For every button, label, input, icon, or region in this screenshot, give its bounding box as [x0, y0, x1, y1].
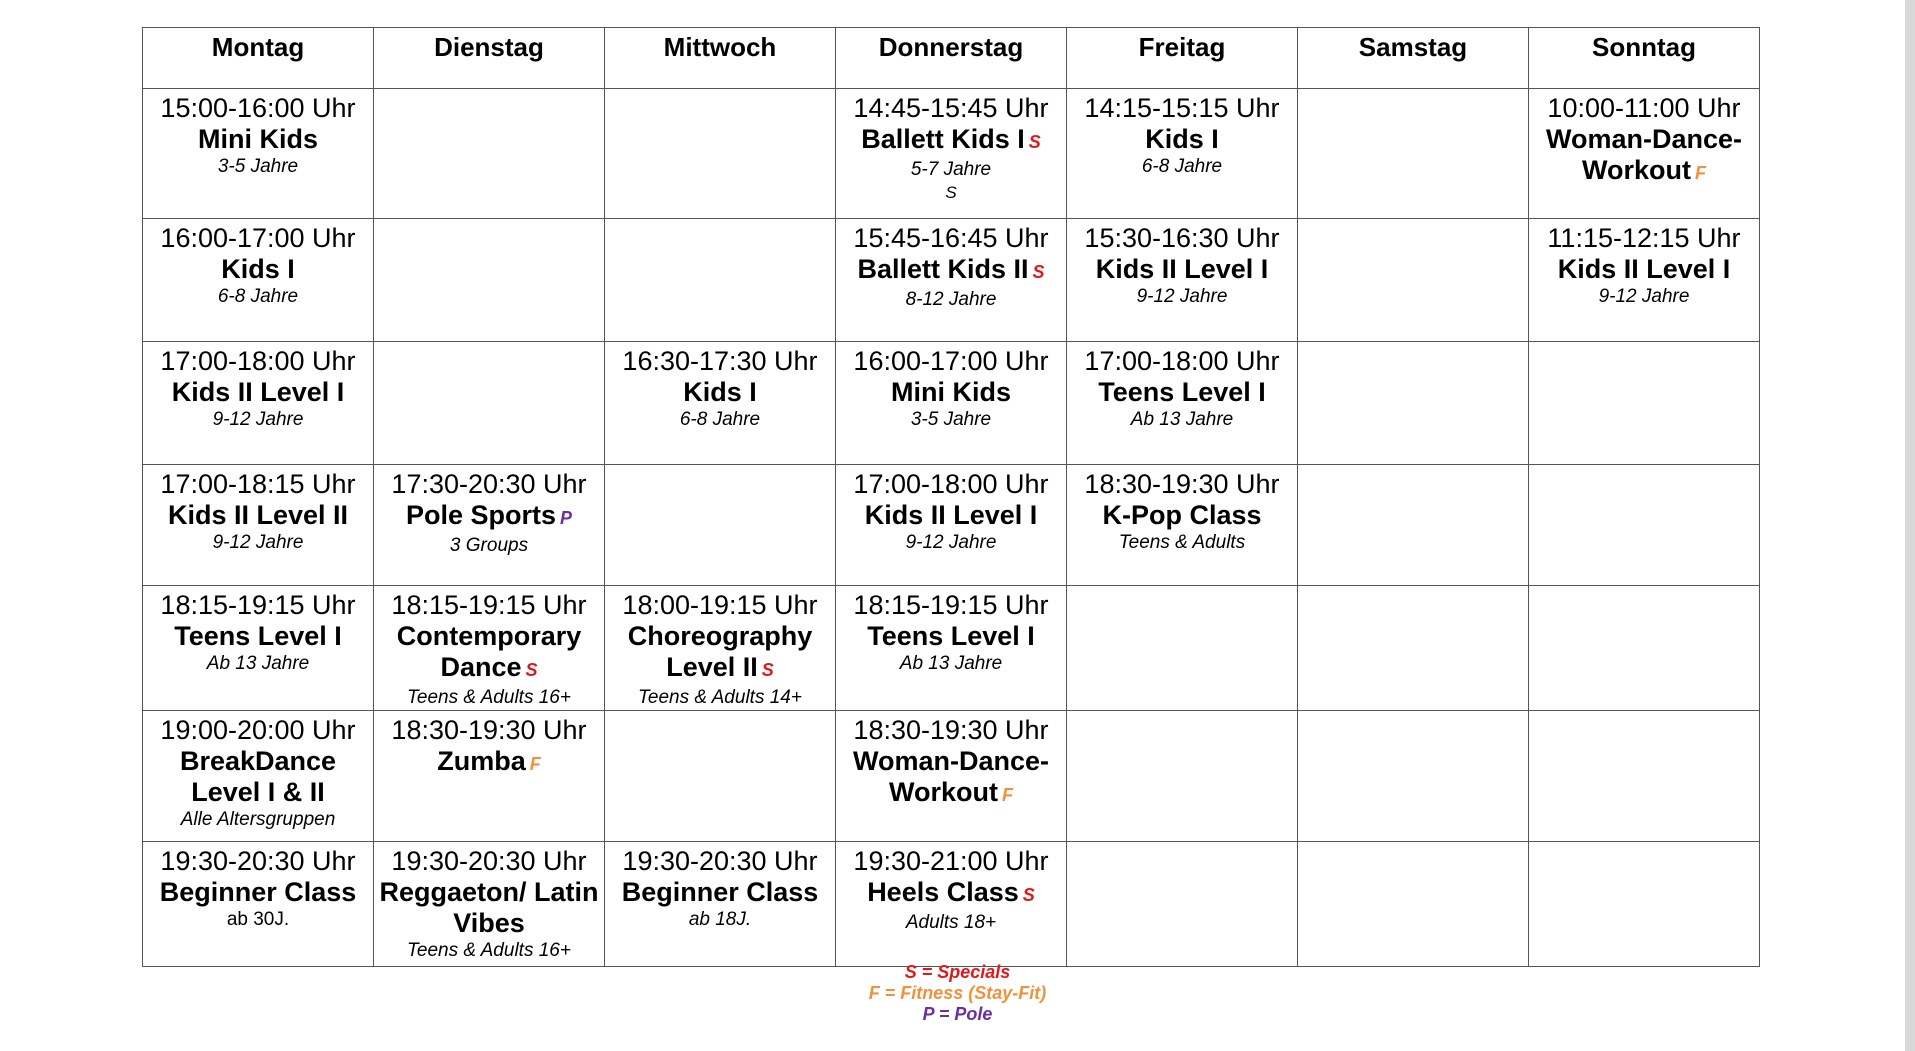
- category-tag: F: [1002, 785, 1013, 805]
- class-cell: [836, 465, 1067, 586]
- class-name-text: Heels Class: [867, 877, 1019, 907]
- class-time: 19:30-21:00 Uhr: [853, 846, 1049, 876]
- empty-cell: [605, 711, 836, 842]
- legend-item: S = Specials: [904, 962, 1011, 982]
- class-name-text: Kids II Level I: [864, 500, 1038, 530]
- class-audience: 6-8 Jahre: [1141, 156, 1223, 177]
- schedule-row: [143, 586, 1760, 711]
- class-name: [374, 500, 604, 534]
- empty-cell: [605, 219, 836, 342]
- class-cell: [605, 342, 836, 465]
- empty-cell: [1298, 465, 1529, 586]
- class-cell: [374, 586, 605, 711]
- empty-cell: [605, 89, 836, 219]
- class-name: [605, 877, 835, 908]
- category-tag: P: [560, 508, 573, 528]
- schedule-row: [143, 219, 1760, 342]
- class-time: 18:30-19:30 Uhr: [391, 715, 587, 745]
- class-name-text: Mini Kids: [891, 377, 1011, 407]
- class-time: 15:30-16:30 Uhr: [1084, 223, 1280, 253]
- class-name-text: Mini Kids: [198, 124, 318, 154]
- class-name-text: Woman-Dance-Workout: [1545, 124, 1743, 185]
- class-cell: [1529, 89, 1760, 219]
- class-name: [143, 124, 373, 155]
- class-name-text: Ballett Kids I: [861, 124, 1025, 154]
- class-name: [374, 877, 604, 939]
- class-name-text: Kids II Level I: [171, 377, 345, 407]
- class-name-text: Kids II Level I: [1095, 254, 1269, 284]
- category-tag: S: [1032, 262, 1045, 282]
- class-name-text: Choreography Level II: [627, 621, 813, 682]
- class-cell: [143, 842, 374, 967]
- class-cell: [1067, 219, 1298, 342]
- class-cell: [374, 465, 605, 586]
- class-time: 18:15-19:15 Uhr: [160, 590, 356, 620]
- class-audience: Teens & Adults 16+: [407, 940, 571, 961]
- legend-item: P = Pole: [922, 1004, 993, 1024]
- class-name-text: Pole Sports: [405, 500, 556, 530]
- day-header: Donnerstag: [836, 28, 1067, 89]
- class-time: 17:00-18:00 Uhr: [853, 469, 1049, 499]
- class-name: [374, 621, 604, 686]
- class-name: [143, 877, 373, 908]
- empty-cell: [1298, 219, 1529, 342]
- class-time: 11:15-12:15 Uhr: [1547, 223, 1741, 253]
- class-time: 17:00-18:00 Uhr: [160, 346, 356, 376]
- class-time: 17:00-18:00 Uhr: [1084, 346, 1280, 376]
- class-name: [1067, 254, 1297, 285]
- class-audience: 6-8 Jahre: [217, 286, 299, 307]
- class-audience: Teens & Adults: [1118, 532, 1246, 553]
- class-cell: [605, 586, 836, 711]
- class-cell: [1067, 465, 1298, 586]
- window-edge: [1905, 0, 1915, 1051]
- class-time: 18:15-19:15 Uhr: [391, 590, 587, 620]
- class-audience: 9-12 Jahre: [1598, 286, 1690, 307]
- class-audience: Ab 13 Jahre: [206, 653, 310, 674]
- class-audience: 5-7 Jahre: [910, 159, 992, 180]
- class-name: [605, 377, 835, 408]
- class-name: [836, 877, 1066, 911]
- class-cell: [374, 711, 605, 842]
- class-name: [836, 621, 1066, 652]
- class-name: [836, 500, 1066, 531]
- class-time: 16:00-17:00 Uhr: [160, 223, 356, 253]
- class-cell: [143, 89, 374, 219]
- class-audience: Alle Altersgruppen: [180, 809, 336, 830]
- category-tag: S: [525, 660, 538, 680]
- legend: [0, 962, 1915, 1025]
- class-cell: [143, 586, 374, 711]
- class-name: [143, 621, 373, 652]
- class-name-text: Beginner Class: [159, 877, 357, 907]
- class-name-text: Zumba: [437, 746, 526, 776]
- day-header: Sonntag: [1529, 28, 1760, 89]
- schedule-row: [143, 711, 1760, 842]
- class-name-text: K-Pop Class: [1102, 500, 1262, 530]
- class-name: [836, 124, 1066, 158]
- class-audience: 3-5 Jahre: [217, 156, 299, 177]
- category-tag: S: [761, 660, 774, 680]
- day-header: Montag: [143, 28, 374, 89]
- class-time: 18:00-19:15 Uhr: [622, 590, 818, 620]
- class-time: 14:45-15:45 Uhr: [853, 93, 1049, 123]
- class-cell: [836, 711, 1067, 842]
- class-audience: 8-12 Jahre: [905, 289, 997, 310]
- empty-cell: [1298, 586, 1529, 711]
- class-name-text: Kids I: [1145, 124, 1219, 154]
- class-time: 19:30-20:30 Uhr: [391, 846, 587, 876]
- class-name: [143, 254, 373, 285]
- schedule-row: [143, 842, 1760, 967]
- class-audience: Adults 18+: [905, 912, 997, 933]
- class-audience: ab 18J.: [688, 909, 752, 930]
- class-cell: [1067, 342, 1298, 465]
- class-name-text: Ballett Kids II: [857, 254, 1029, 284]
- empty-cell: [374, 219, 605, 342]
- class-time: 16:00-17:00 Uhr: [853, 346, 1049, 376]
- category-tag: S: [1022, 885, 1035, 905]
- class-name-text: Teens Level I: [1098, 377, 1266, 407]
- class-name: [374, 746, 604, 780]
- empty-cell: [1529, 465, 1760, 586]
- schedule-body: [143, 89, 1760, 967]
- empty-cell: [1529, 711, 1760, 842]
- schedule-row: [143, 89, 1760, 219]
- class-cell: [605, 842, 836, 967]
- class-name: [1529, 254, 1759, 285]
- class-time: 14:15-15:15 Uhr: [1084, 93, 1280, 123]
- class-time: 18:15-19:15 Uhr: [853, 590, 1049, 620]
- class-name-text: BreakDance Level I & II: [179, 746, 337, 807]
- class-name: [836, 746, 1066, 811]
- schedule-table: [142, 27, 1760, 967]
- class-time: 17:30-20:30 Uhr: [391, 469, 587, 499]
- class-cell: [836, 842, 1067, 967]
- class-audience: 9-12 Jahre: [905, 532, 997, 553]
- class-time: 19:30-20:30 Uhr: [622, 846, 818, 876]
- class-time: 15:45-16:45 Uhr: [853, 223, 1049, 253]
- empty-cell: [1298, 342, 1529, 465]
- class-time: 19:00-20:00 Uhr: [160, 715, 356, 745]
- class-name-text: Kids I: [221, 254, 295, 284]
- empty-cell: [374, 342, 605, 465]
- class-audience: Ab 13 Jahre: [1130, 409, 1234, 430]
- schedule-row: [143, 342, 1760, 465]
- class-name: [1067, 377, 1297, 408]
- class-time: 17:00-18:15 Uhr: [160, 469, 356, 499]
- class-audience: 9-12 Jahre: [212, 409, 304, 430]
- class-audience: Teens & Adults 16+: [407, 687, 571, 708]
- class-name: [143, 500, 373, 531]
- class-name: [605, 621, 835, 686]
- class-name: [1529, 124, 1759, 189]
- class-name-text: Kids II Level II: [167, 500, 349, 530]
- class-audience: 3 Groups: [449, 535, 529, 556]
- class-audience: 9-12 Jahre: [1136, 286, 1228, 307]
- class-name: [143, 746, 373, 808]
- class-name-text: Kids I: [683, 377, 757, 407]
- class-audience: 9-12 Jahre: [212, 532, 304, 553]
- class-audience: Teens & Adults 14+: [638, 687, 802, 708]
- class-name-text: Woman-Dance-Workout: [852, 746, 1050, 807]
- legend-item: F = Fitness (Stay-Fit): [868, 983, 1047, 1003]
- empty-cell: [1067, 711, 1298, 842]
- class-name-text: Beginner Class: [621, 877, 819, 907]
- class-name-text: Kids II Level I: [1557, 254, 1731, 284]
- class-name: [1067, 124, 1297, 155]
- empty-cell: [1298, 842, 1529, 967]
- empty-cell: [374, 89, 605, 219]
- class-cell: [1529, 219, 1760, 342]
- class-cell: [143, 342, 374, 465]
- class-name-text: Teens Level I: [867, 621, 1035, 651]
- class-time: 18:30-19:30 Uhr: [853, 715, 1049, 745]
- class-cell: [836, 89, 1067, 219]
- day-header: Samstag: [1298, 28, 1529, 89]
- class-name: [836, 377, 1066, 408]
- class-cell: [1067, 89, 1298, 219]
- category-tag: F: [1695, 163, 1706, 183]
- empty-cell: [605, 465, 836, 586]
- class-extra-note: S: [945, 183, 957, 202]
- schedule-row: [143, 465, 1760, 586]
- empty-cell: [1529, 842, 1760, 967]
- class-cell: [143, 465, 374, 586]
- class-time: 16:30-17:30 Uhr: [622, 346, 818, 376]
- day-header: Mittwoch: [605, 28, 836, 89]
- class-name: [1067, 500, 1297, 531]
- class-cell: [143, 219, 374, 342]
- class-audience: ab 30J.: [226, 909, 290, 930]
- class-cell: [836, 586, 1067, 711]
- day-header-row: [143, 28, 1760, 89]
- class-cell: [143, 711, 374, 842]
- class-cell: [836, 219, 1067, 342]
- class-name: [836, 254, 1066, 288]
- class-audience: Ab 13 Jahre: [899, 653, 1003, 674]
- day-header: Dienstag: [374, 28, 605, 89]
- day-header: Freitag: [1067, 28, 1298, 89]
- class-audience: 6-8 Jahre: [679, 409, 761, 430]
- class-audience: 3-5 Jahre: [910, 409, 992, 430]
- class-name-text: Reggaeton/ Latin Vibes: [379, 877, 599, 938]
- empty-cell: [1298, 89, 1529, 219]
- class-time: 15:00-16:00 Uhr: [160, 93, 356, 123]
- class-name-text: Contemporary Dance: [396, 621, 582, 682]
- class-time: 10:00-11:00 Uhr: [1547, 93, 1741, 123]
- category-tag: F: [529, 754, 541, 774]
- class-time: 19:30-20:30 Uhr: [160, 846, 356, 876]
- empty-cell: [1298, 711, 1529, 842]
- class-cell: [374, 842, 605, 967]
- class-time: 18:30-19:30 Uhr: [1084, 469, 1280, 499]
- category-tag: S: [1028, 132, 1041, 152]
- empty-cell: [1067, 586, 1298, 711]
- empty-cell: [1529, 342, 1760, 465]
- class-cell: [836, 342, 1067, 465]
- class-name-text: Teens Level I: [174, 621, 342, 651]
- empty-cell: [1529, 586, 1760, 711]
- empty-cell: [1067, 842, 1298, 967]
- class-name: [143, 377, 373, 408]
